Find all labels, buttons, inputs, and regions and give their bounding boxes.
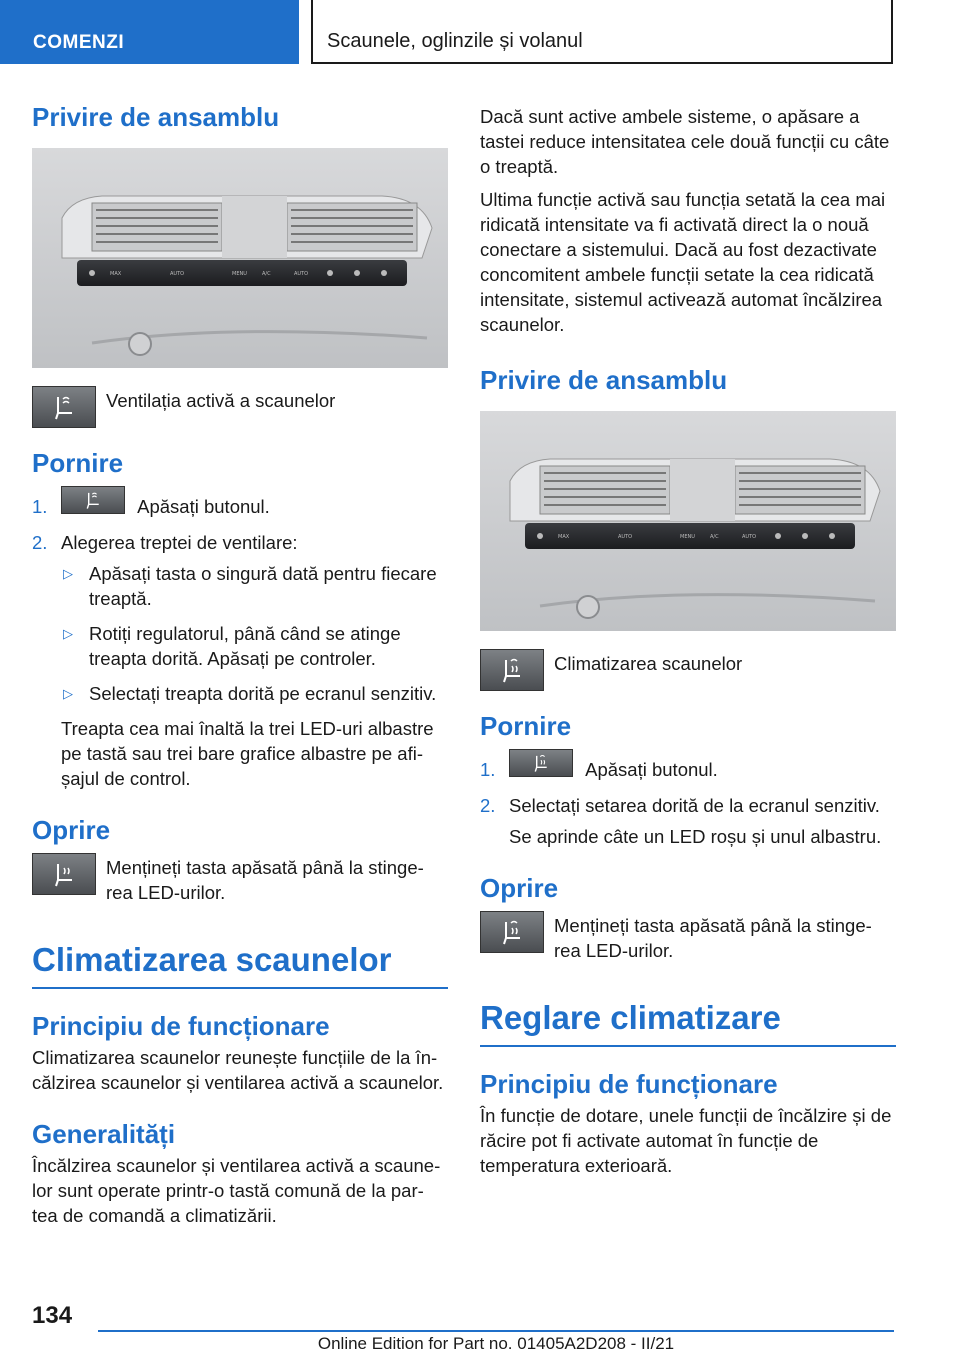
caption-row (32, 853, 448, 905)
seat-climate-button-inline (509, 749, 573, 777)
list-item (480, 793, 896, 849)
step-note: Se aprinde câte un LED roșu și unul albastru. (509, 826, 882, 848)
panel-key-label: AUTO (742, 534, 757, 540)
seat-climate-icon (532, 753, 550, 773)
chapter-heading-rule (32, 935, 448, 989)
caption-row (480, 649, 896, 691)
panel-key-label: MENU (680, 534, 695, 540)
paragraph: În funcție de dotare, unele funcții de încălzire și de răcire pot fi activate automat în funcție de temperatura exterioară. (480, 1105, 892, 1177)
panel-key-label: AUTO (294, 271, 309, 277)
paragraph: Climatizarea scaunelor reunește funcțiile de la în-călzirea scaunelor și ventilarea activă a scaunelor. (32, 1047, 444, 1094)
section-title: Scaunele, oglinzile și volanul (327, 30, 583, 52)
seat-climate-icon (500, 918, 524, 946)
step-text: Apăsați butonul. (585, 759, 718, 780)
caption-text: Climatizarea scaunelor (554, 653, 743, 674)
chapter-tab (0, 0, 299, 64)
bullet-item: ▷ Selectați treapta dorită pe ecranul senzitiv. (61, 681, 448, 706)
seat-climate-button[interactable] (480, 911, 544, 953)
step-text: Apăsați butonul. (137, 496, 270, 517)
bullet-item: ▷ Rotiți regulatorul, până când se atinge treapta dorită. Apăsați pe controler. (61, 621, 448, 671)
page-footer (0, 1300, 960, 1362)
section-heading: Principiu de funcționare (480, 1069, 778, 1100)
right-column (480, 104, 896, 1178)
section-heading: Generalități (32, 1119, 176, 1150)
step-number: 1. (32, 496, 48, 517)
step-note: Treapta cea mai înaltă la trei LED-uri albastre pe tastă sau trei bare grafice albastre pe afi-șajul de control. (61, 718, 434, 790)
step-text: Selectați setarea dorită de la ecranul senzitiv. (509, 795, 880, 817)
section-heading: Privire de ansamblu (480, 365, 728, 395)
paragraph: Dacă sunt active ambele sisteme, o apăsare a tastei reduce intensitatea cele două funcții cu câte o treaptă. (480, 106, 890, 177)
list-item (480, 757, 896, 785)
panel-key-label: MAX (110, 271, 122, 277)
climate-panel-photo (32, 148, 448, 368)
caption-text: Mențineți tasta apăsată până la stinge-rea LED-urilor. (554, 915, 872, 962)
seat-heating-button[interactable] (32, 853, 96, 895)
seat-ventilation-button[interactable] (32, 386, 96, 428)
chapter-heading-rule (480, 993, 896, 1047)
footer-rule (98, 1330, 894, 1332)
left-column (32, 100, 448, 1228)
section-heading: Privire de ansamblu (32, 102, 280, 132)
chapter-heading: Reglare climatizare (480, 999, 781, 1037)
seat-heating-icon (52, 860, 76, 888)
section-header (311, 0, 893, 64)
panel-key-label: AUTO (618, 534, 633, 540)
seat-ventilation-icon (84, 490, 102, 510)
step-text: Alegerea treptei de ventilare: (61, 532, 298, 554)
section-heading: Oprire (480, 873, 559, 904)
caption-row (480, 911, 896, 963)
section-heading: Pornire (480, 711, 572, 741)
panel-key-label: MAX (558, 534, 570, 540)
panel-key-label: A/C (710, 534, 719, 540)
step-number: 1. (480, 759, 496, 780)
step-number: 2. (480, 795, 496, 817)
seat-ventilation-button-inline (61, 486, 125, 514)
caption-text: Mențineți tasta apăsată până la stinge-rea LED-urilor. (106, 857, 424, 904)
panel-key-label: MENU (232, 271, 247, 277)
paragraph: Încălzirea scaunelor și ventilarea activă a scaune-lor sunt operate printr-o tastă comună de la par-tea de comandă a climatizării. (32, 1155, 441, 1227)
list-item (32, 494, 448, 522)
step-number: 2. (32, 532, 48, 554)
steps-list (480, 757, 896, 849)
seat-climate-icon (500, 656, 524, 684)
page-number: 134 (32, 1302, 73, 1329)
paragraph: Ultima funcție activă sau funcția setată la cea mai ridicată intensitate va fi activată direct la o nouă conectare a sistemului. Dacă au fost dezactivate concomitent ambele funcții setate la cea ridicată intensitate, sistemul activează automat încălzirea scaunelor. (480, 189, 886, 335)
climate-panel-photo (480, 411, 896, 631)
chapter-heading: Climatizarea scaunelor (32, 941, 392, 979)
section-heading: Principiu de funcționare (32, 1011, 330, 1042)
section-heading: Pornire (32, 448, 124, 478)
caption-row (32, 386, 448, 428)
list-item (32, 530, 448, 791)
bullet-item: ▷ Apăsați tasta o singură dată pentru fiecare treaptă. (61, 561, 448, 611)
chapter-label: COMENZI (33, 32, 125, 53)
seat-ventilation-icon (52, 393, 76, 421)
section-heading: Oprire (32, 815, 111, 846)
panel-key-label: A/C (262, 271, 271, 277)
caption-text: Ventilația activă a scaunelor (106, 390, 336, 411)
edition-text: Online Edition for Part no. 01405A2D208 - II/21 (317, 1334, 675, 1353)
bullet-list (61, 561, 448, 706)
panel-key-label: AUTO (170, 271, 185, 277)
seat-climate-button[interactable] (480, 649, 544, 691)
steps-list (32, 494, 448, 791)
